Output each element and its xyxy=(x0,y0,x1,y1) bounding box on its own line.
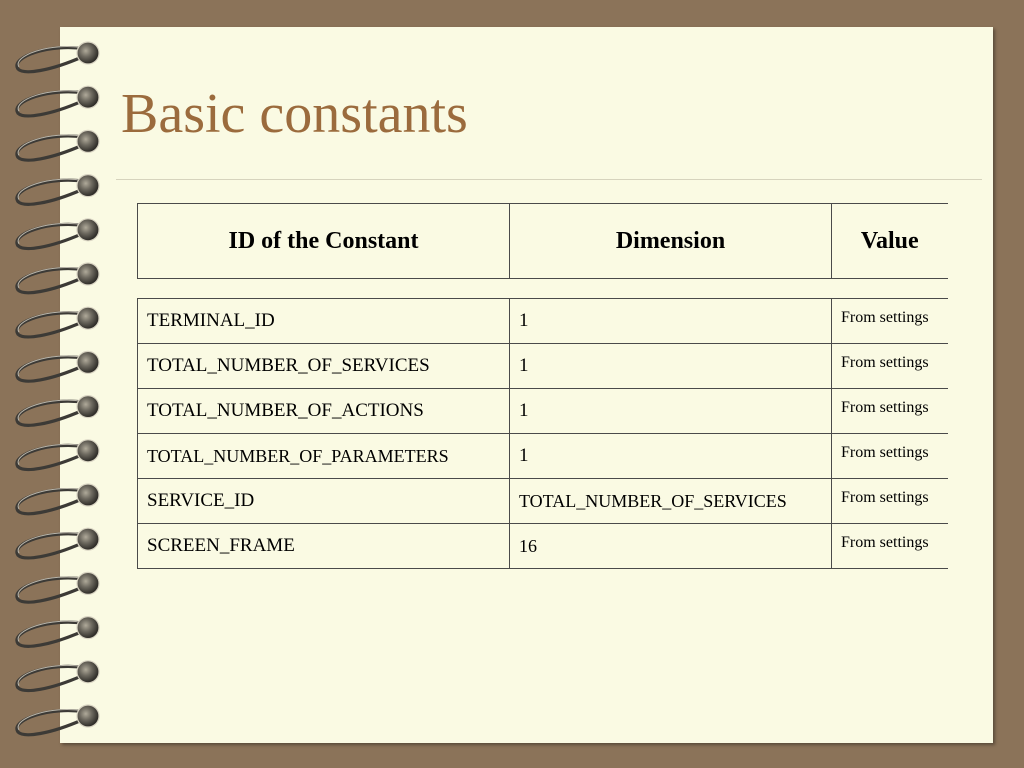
constants-table-header xyxy=(137,203,948,279)
spiral-wire xyxy=(17,445,86,469)
spiral-wire xyxy=(17,48,86,72)
spiral-wire xyxy=(17,534,86,558)
spiral-wire xyxy=(17,92,86,116)
table-row xyxy=(138,524,948,569)
header-value: Value xyxy=(832,204,948,279)
table-row xyxy=(138,389,948,434)
spiral-wire xyxy=(17,490,86,514)
spiral-wire xyxy=(17,401,86,425)
cell-dimension: 1 xyxy=(510,344,832,389)
cell-id: TOTAL_NUMBER_OF_PARAMETERS xyxy=(138,434,510,479)
cell-dimension: 1 xyxy=(510,389,832,434)
spiral-wire xyxy=(17,357,86,381)
table-row xyxy=(138,344,948,389)
cell-value: From settings xyxy=(832,344,948,389)
table-row xyxy=(138,299,948,344)
spiral-wire xyxy=(17,711,86,735)
notebook-spiral-binding-icon xyxy=(0,0,120,768)
header-id: ID of the Constant xyxy=(138,204,510,279)
cell-dimension: TOTAL_NUMBER_OF_SERVICES xyxy=(510,479,832,524)
cell-value: From settings xyxy=(832,434,948,479)
cell-id: TERMINAL_ID xyxy=(138,299,510,344)
cell-value: From settings xyxy=(832,389,948,434)
header-dimension: Dimension xyxy=(510,204,832,279)
cell-id: TOTAL_NUMBER_OF_ACTIONS xyxy=(138,389,510,434)
spiral-wire xyxy=(17,269,86,293)
cell-value: From settings xyxy=(832,299,948,344)
spiral-wire xyxy=(17,666,86,690)
constants-table xyxy=(137,298,948,569)
cell-dimension: 1 xyxy=(510,299,832,344)
cell-dimension: 1 xyxy=(510,434,832,479)
table-row xyxy=(138,434,948,479)
slide-title: Basic constants xyxy=(121,83,468,145)
cell-id: TOTAL_NUMBER_OF_SERVICES xyxy=(138,344,510,389)
header-row xyxy=(138,204,948,279)
spiral-wire xyxy=(17,224,86,248)
spiral-wire xyxy=(17,313,86,337)
cell-value: From settings xyxy=(832,524,948,569)
spiral-wire xyxy=(17,136,86,160)
spiral-wire xyxy=(17,622,86,646)
cell-id: SCREEN_FRAME xyxy=(138,524,510,569)
cell-value: From settings xyxy=(832,479,948,524)
cell-id: SERVICE_ID xyxy=(138,479,510,524)
spiral-wire xyxy=(17,578,86,602)
cell-dimension: 16 xyxy=(510,524,832,569)
spiral-wire xyxy=(17,180,86,204)
title-divider xyxy=(116,179,982,180)
table-row xyxy=(138,479,948,524)
